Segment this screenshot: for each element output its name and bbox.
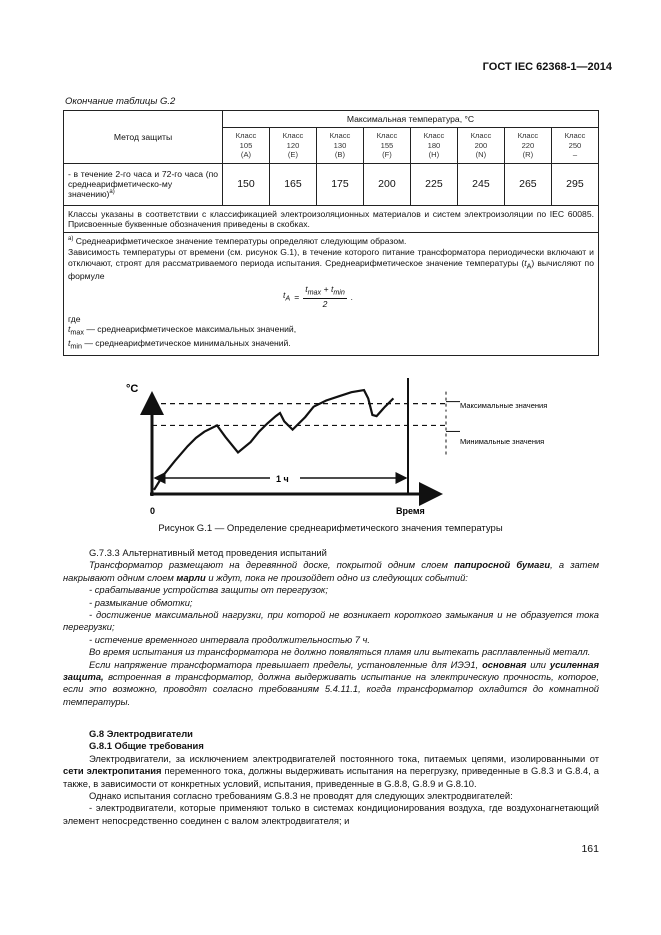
interval-label: 1 ч xyxy=(276,474,289,484)
g8-heading: G.8 Электродвигатели xyxy=(89,728,193,739)
class-temp: 250 xyxy=(568,140,582,150)
footnote-var: t xyxy=(524,257,527,268)
class-letter: (R) xyxy=(522,150,534,160)
g81-p3: - электродвигатели, которые применяют только в системах кондиционирования воздуха, где воздухонагнетающий элемент непосредственно соединен с валом электродвигателя; и xyxy=(63,802,599,826)
class-header-7 xyxy=(551,128,598,163)
class-letter: – xyxy=(572,150,578,160)
g81-p2: Однако испытания согласно требованиям G.8.3 не проводят для следующих электродвигателей: xyxy=(89,790,513,802)
class-header-1 xyxy=(269,128,316,163)
g733-p3 xyxy=(63,659,599,709)
method-footnote-marker: а) xyxy=(109,189,115,196)
formula-num-b-sub: min xyxy=(333,288,345,297)
class-letter: (Н) xyxy=(428,150,440,160)
temp-value-0: 150 xyxy=(223,163,270,205)
classes-note: Классы указаны в соответствии с классификацией электроизоляционных материалов и систем электроизоляции по IEC 60085. Присвоенные буквенные обозначения приведены в скобках. xyxy=(64,205,599,233)
temperature-chart xyxy=(110,372,570,520)
footnote-line2-end: ) вычисляют по формуле xyxy=(68,257,594,282)
g733-p1-b: папиросной бумаги xyxy=(454,559,551,571)
temp-value-3: 200 xyxy=(363,163,410,205)
formula-lhs-sub: A xyxy=(285,294,291,303)
g733-item-0: - срабатывание устройства защиты от перегрузок; xyxy=(89,584,328,596)
max-temp-header: Максимальная температура, °С xyxy=(223,111,599,128)
class-letter: (А) xyxy=(240,150,252,160)
class-header-5 xyxy=(457,128,504,163)
class-letter: (Е) xyxy=(287,150,299,160)
g733-p1 xyxy=(63,559,599,584)
class-temp: 130 xyxy=(333,140,347,150)
formula-plus: + xyxy=(323,284,329,295)
class-label: Класс xyxy=(329,131,351,141)
formula-end: . xyxy=(350,291,354,302)
class-letter: (N) xyxy=(475,150,487,160)
document-code: ГОСТ IEC 62368-1—2014 xyxy=(482,61,612,73)
g81-p1-b: сети электропитания xyxy=(63,765,162,777)
g733-heading: G.7.3.3 Альтернативный метод проведения испытаний xyxy=(89,547,327,558)
temp-value-1: 165 xyxy=(269,163,316,205)
temp-value-7: 295 xyxy=(551,163,598,205)
class-label: Класс xyxy=(282,131,304,141)
class-temp: 155 xyxy=(380,140,394,150)
formula-num-a-sub: max xyxy=(307,288,322,297)
class-temp: 200 xyxy=(474,140,488,150)
formula-eq: = xyxy=(294,291,300,302)
class-label: Класс xyxy=(470,131,492,141)
temp-value-5: 245 xyxy=(457,163,504,205)
formula-num-b: t xyxy=(330,284,334,295)
g81-p1-a: Электродвигатели, за исключением электродвигателей постоянного тока, питаемых цепями, изолированными от xyxy=(89,752,599,764)
g81-heading: G.8.1 Общие требования xyxy=(89,740,204,752)
def-max-var: t xyxy=(68,324,71,335)
g733-p2: Во время испытания из трансформатора не должно появляться пламя или вытекать расплавленный металл. xyxy=(89,646,591,658)
temperature-table xyxy=(63,110,599,356)
method-header: Метод защиты xyxy=(64,111,223,164)
origin-label: 0 xyxy=(150,506,156,516)
g733-p1-d: марли xyxy=(176,571,206,583)
def-max-text: — среднеарифметическое максимальных значений, xyxy=(86,324,297,335)
class-header-3 xyxy=(363,128,410,163)
page-number: 161 xyxy=(581,843,599,855)
def-max-sub: max xyxy=(70,329,84,338)
class-temp: 105 xyxy=(239,140,253,150)
g81-p1-c: переменного тока, должны выдерживать испытания на перегрузку, приведенные в G.8.3 и G.8.4, а также, в зависимости от конкретных условий, испытания, приведенные в G.8.8, G.8.9 и G.8.10. xyxy=(63,765,599,789)
formula-num-a: t xyxy=(305,284,308,295)
footnote-line1: Среднеарифметическое значение температуры определяют следующим образом. xyxy=(75,236,407,247)
formula-den: 2 xyxy=(322,298,328,309)
g733-p3-d: усиленная защита, xyxy=(63,658,599,683)
section-g733 xyxy=(63,547,599,708)
def-min-var: t xyxy=(68,338,71,349)
g733-item-1: - размыкание обмотки; xyxy=(89,596,193,608)
g733-item-3: - истечение временного интервала продолжительностью 7 ч. xyxy=(89,633,371,645)
x-axis-label: Время xyxy=(396,506,425,516)
temp-value-6: 265 xyxy=(504,163,551,205)
class-header-0 xyxy=(223,128,270,163)
figure-caption: Рисунок G.1 — Определение среднеарифметического значения температуры xyxy=(158,523,503,534)
class-label: Класс xyxy=(517,131,539,141)
legend-min-1: Минимальные значения xyxy=(460,437,545,446)
temp-value-2: 175 xyxy=(316,163,363,205)
class-temp: 220 xyxy=(521,140,535,150)
method-cell xyxy=(64,163,223,205)
y-axis-label: °С xyxy=(126,383,139,395)
class-label: Класс xyxy=(376,131,398,141)
g733-p1-c: , а затем накрывают одним слоем xyxy=(63,559,600,583)
temperature-curve xyxy=(154,390,393,490)
def-min-sub: min xyxy=(70,342,82,351)
g733-p3-b: основная xyxy=(482,658,527,670)
def-min-text: — среднеарифметическое минимальных значений. xyxy=(84,338,291,349)
class-header-2 xyxy=(316,128,363,163)
formula-fraction xyxy=(303,284,347,309)
footnote-line2: Зависимость температуры от времени (см. рисунок G.1), в течение которого питание трансформатора периодически включают и отключают, строят для рассматриваемого периода испытания. Среднеарифметическое значение температуры ( xyxy=(68,247,594,268)
class-letter: (В) xyxy=(334,150,346,160)
class-letter: (F) xyxy=(382,150,392,160)
g733-p1-a: Трансформатор размещают на деревянной доске, покрытой одним слоем xyxy=(89,559,455,571)
g733-p3-e: встроенная в трансформатор, должна выдерживать испытание на электрическую прочность, которое, если это возможно, проводят согласно требованиям 5.4.11.1, когда трансформатор охладится до комнатной температуры. xyxy=(63,671,599,707)
footnote-marker: а) xyxy=(68,236,74,243)
g733-p1-e: и ждут, пока не произойдет одно из следующих событий: xyxy=(205,571,468,583)
class-label: Класс xyxy=(423,131,445,141)
temp-value-4: 225 xyxy=(410,163,457,205)
table-caption: Окончание таблицы G.2 xyxy=(65,96,176,107)
method-text: - в течение 2-го часа и 72-го часа (по среднеарифметическо-му значению) xyxy=(68,168,218,200)
section-g8 xyxy=(63,728,599,827)
footnote-cell xyxy=(64,233,599,355)
class-temp: 120 xyxy=(286,140,300,150)
mean-formula xyxy=(283,284,594,309)
class-header-6 xyxy=(504,128,551,163)
footnote-var-sub: A xyxy=(526,262,532,271)
where-label: где xyxy=(68,313,81,324)
class-header-4 xyxy=(410,128,457,163)
g733-p3-c: или xyxy=(526,658,550,670)
g733-p3-a: Если напряжение трансформатора превышает пределы, установленные для ИЭЭ1, xyxy=(89,658,483,670)
g733-item-2: - достижение максимальной нагрузки, при которой не возникает короткого замыкания и не образуется тока перегрузки; xyxy=(63,609,599,633)
formula-lhs: t xyxy=(283,290,286,301)
g81-p1 xyxy=(63,753,599,790)
class-label: Класс xyxy=(235,131,257,141)
class-label: Класс xyxy=(564,131,586,141)
value-row xyxy=(64,163,599,205)
legend-max-1: Максимальные значения xyxy=(460,401,548,410)
class-temp: 180 xyxy=(427,140,441,150)
